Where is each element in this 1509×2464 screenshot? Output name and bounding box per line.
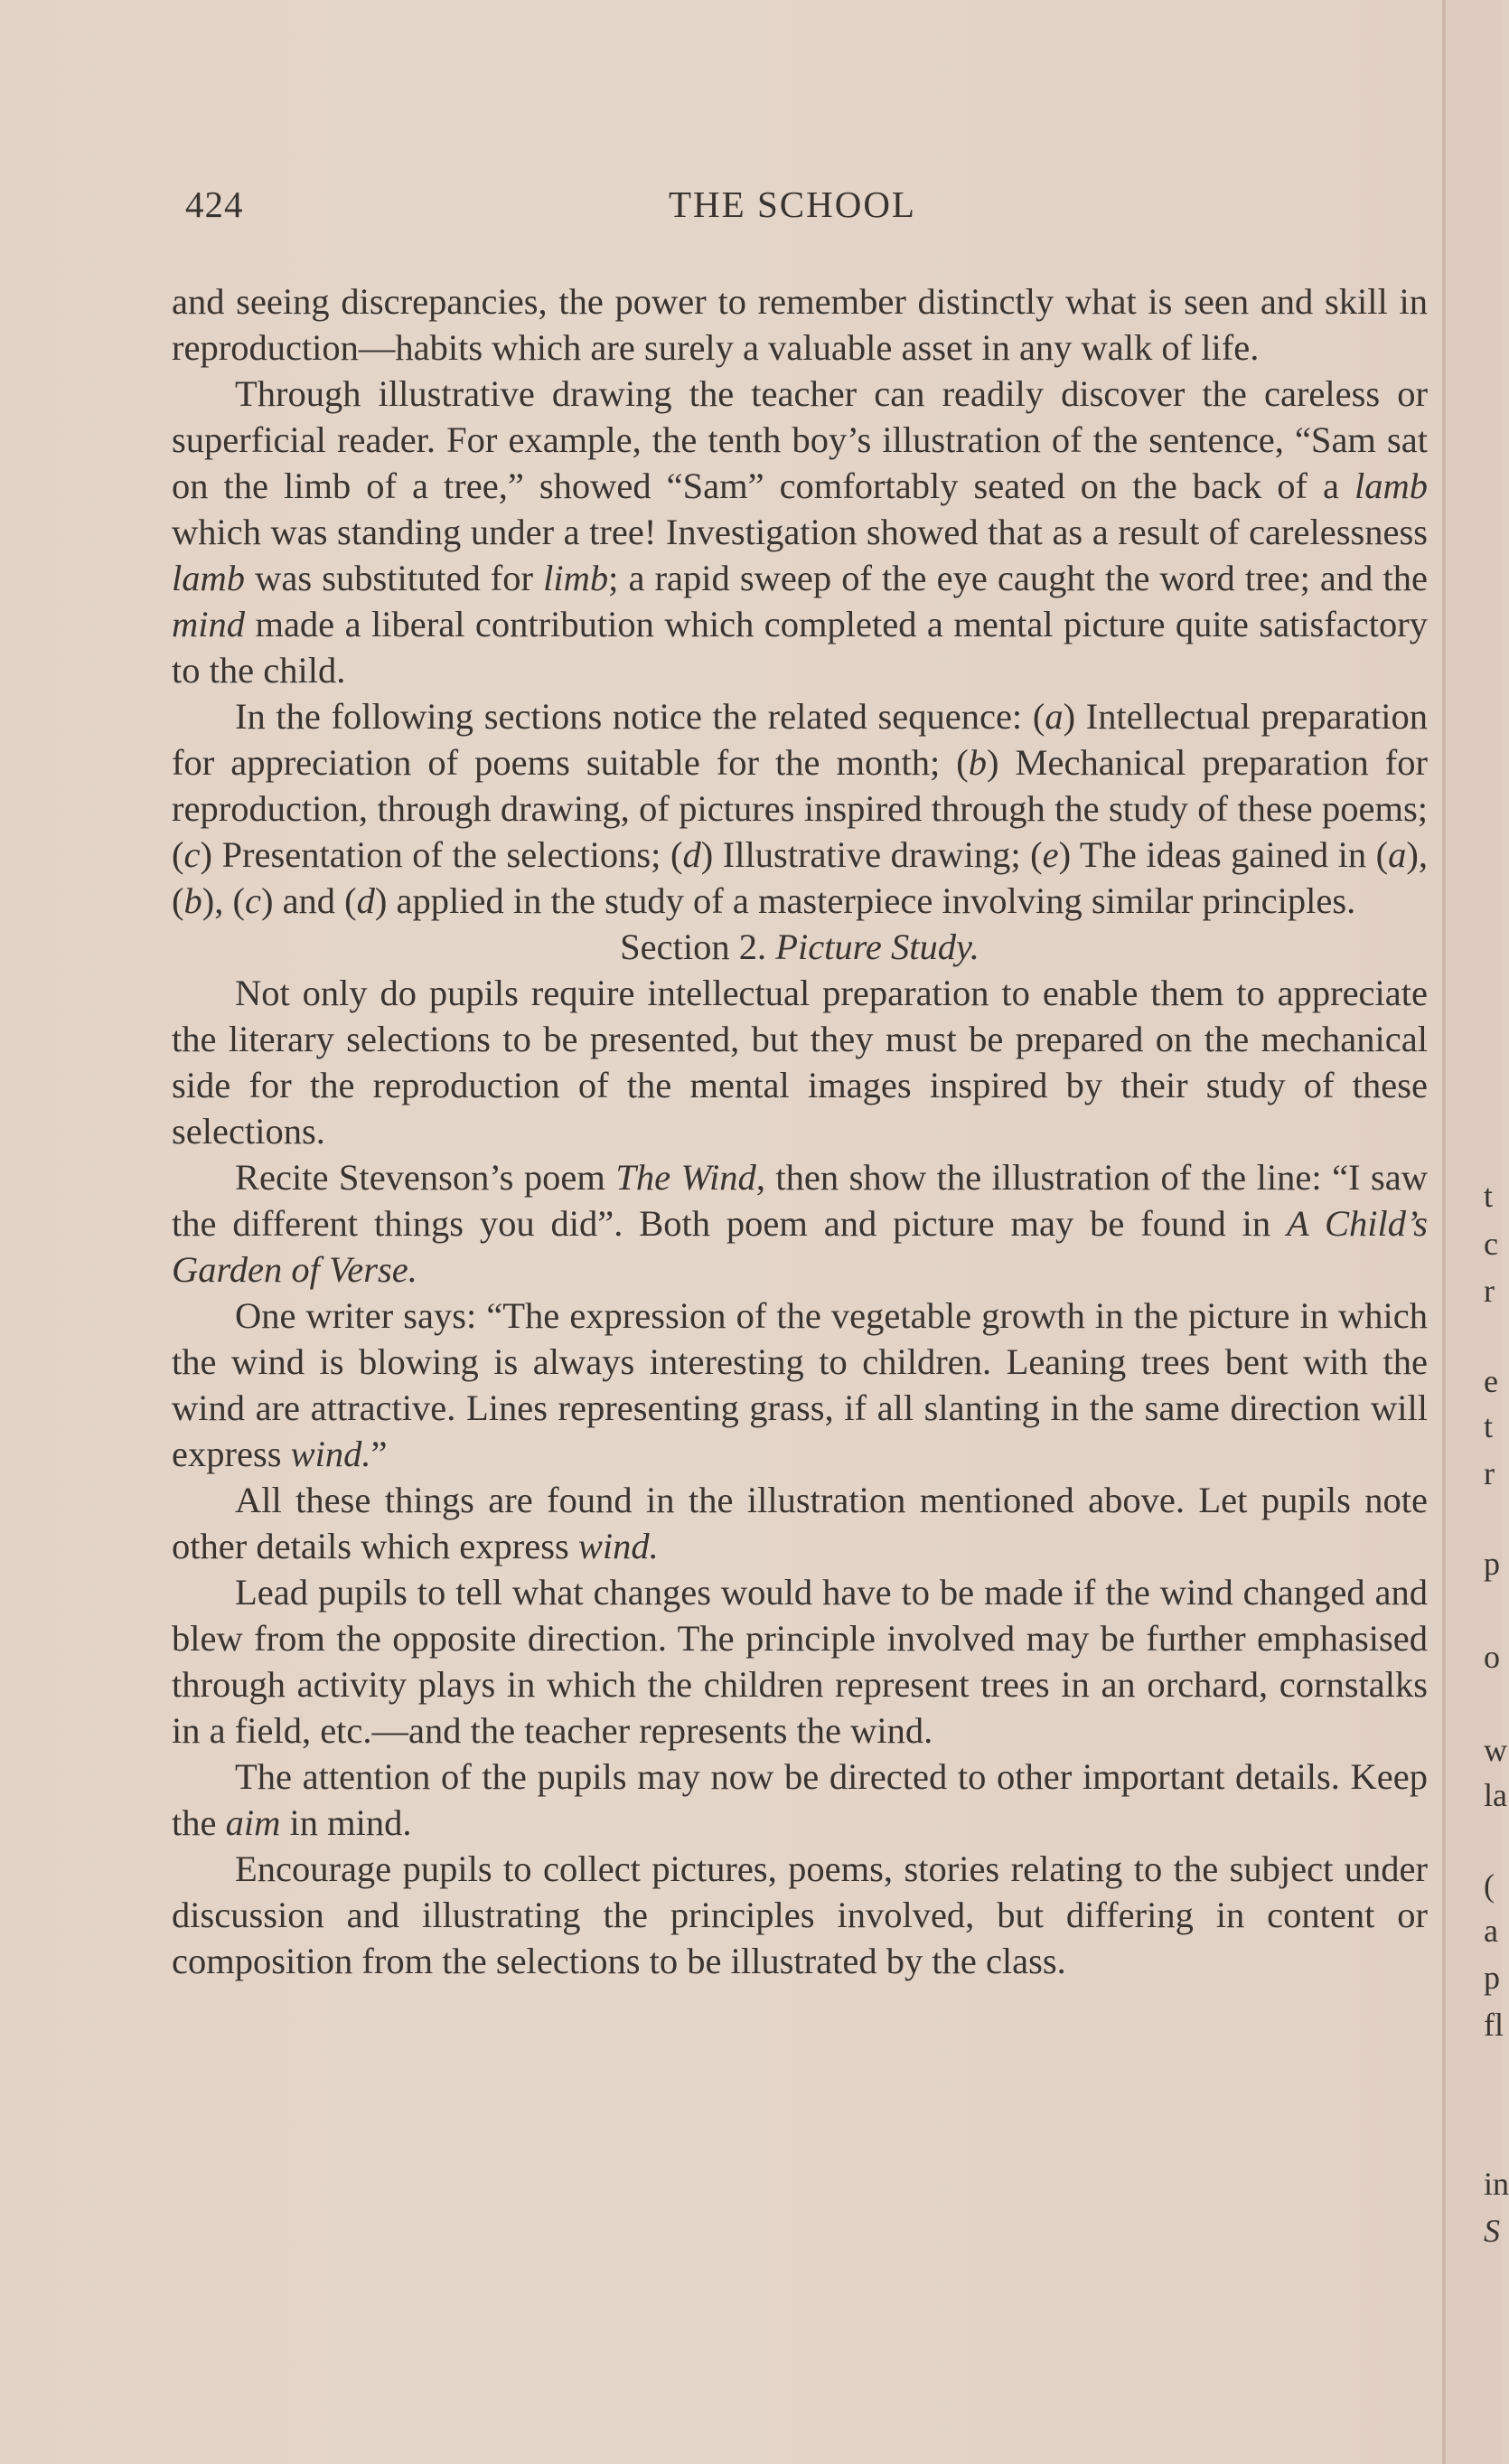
section-title: Picture Study.	[775, 926, 979, 967]
running-title: THE SCHOOL	[669, 183, 916, 225]
adjacent-page-fragment: r	[1484, 1455, 1495, 1491]
paragraph-1: and seeing discrepancies, the power to remember distinctly what is seen and skill in reproduction—habits which are surely a valuable asset in any walk of life.	[172, 281, 1428, 368]
section-label: Section 2.	[620, 926, 767, 967]
adjacent-page-fragment: fl	[1484, 2007, 1504, 2043]
adjacent-page-fragment: e	[1484, 1363, 1498, 1399]
paragraph-5: Recite Stevenson’s poem The Wind, then show the illustration of the line: “I saw the different things you did”. Both poem and picture may be found in A Child’s Garden of Verse.	[172, 1157, 1428, 1290]
adjacent-page-fragment: in	[1484, 2166, 1509, 2202]
body-text	[172, 278, 1428, 1984]
section-heading	[172, 924, 1428, 970]
adjacent-page-fragment: p	[1484, 1960, 1500, 1996]
paragraph-10: Encourage pupils to collect pictures, poems, stories relating to the subject under discussion and illustrating the principles involved, but differing in content or composition from the selections to be illustrated by the class.	[172, 1848, 1428, 1981]
adjacent-page-fragment: la	[1484, 1777, 1507, 1813]
adjacent-page-fragment: t	[1484, 1178, 1494, 1214]
paragraph-3: In the following sections notice the related sequence: (a) Intellectual preparation for appreciation of poems suitable for the month; (b) Mechanical preparation for reproduction, through drawing, of pictures inspired through the study of these poems; (c) Presentation of the selections; (d) Illustrative drawing; (e) The ideas gained in (a), (b), (c) and (d) applied in the study of a masterpiece involving similar principles.	[172, 696, 1429, 921]
adjacent-page-fragment: o	[1484, 1639, 1500, 1675]
adjacent-page-fragment: w	[1484, 1732, 1507, 1768]
adjacent-page-fragment: (	[1484, 1867, 1495, 1904]
adjacent-page-fragment: a	[1484, 1913, 1498, 1949]
adjacent-page-fragment: r	[1484, 1273, 1495, 1309]
page-header	[185, 183, 962, 237]
adjacent-page-fragment: S	[1484, 2213, 1500, 2249]
adjacent-page-edge	[1446, 0, 1509, 2464]
paragraph-4: Not only do pupils require intellectual preparation to enable them to appreciate the literary selections to be presented, but they must be prepared on the mechanical side for the reproduction of the mental images inspired by their study of these selections.	[172, 973, 1428, 1152]
paragraph-7: All these things are found in the illustration mentioned above. Let pupils note other details which express wind.	[172, 1480, 1428, 1566]
paragraph-6: One writer says: “The expression of the vegetable growth in the picture in which the wind is blowing is always interesting to children. Leaning trees bent with the wind are attractive. Lines representing grass, if all slanting in the same direction will express wind.”	[172, 1295, 1428, 1474]
page-number: 424	[185, 183, 244, 225]
paragraph-8: Lead pupils to tell what changes would have to be made if the wind changed and blew from the opposite direction. The principle involved may be further emphasised through activity plays in which the children represent trees in an orchard, cornstalks in a field, etc.—and the teacher represents the wind.	[172, 1572, 1428, 1751]
adjacent-page-fragment: p	[1484, 1546, 1500, 1582]
adjacent-page-fragment: t	[1484, 1408, 1494, 1444]
paragraph-2: Through illustrative drawing the teacher can readily discover the careless or superficial reader. For example, the tenth boy’s illustration of the sentence, “Sam sat on the limb of a tree,” showed “Sam” comfortably seated on the back of a lamb which was standing under a tree! Investigation showed that as a result of carelessness lamb was substituted for limb; a rapid sweep of the eye caught the word tree; and the mind made a liberal contribution which completed a mental picture quite satisfactory to the child.	[172, 373, 1428, 691]
adjacent-page-fragment: c	[1484, 1226, 1498, 1262]
paragraph-9: The attention of the pupils may now be directed to other important details. Keep the aim in mind.	[172, 1756, 1428, 1843]
